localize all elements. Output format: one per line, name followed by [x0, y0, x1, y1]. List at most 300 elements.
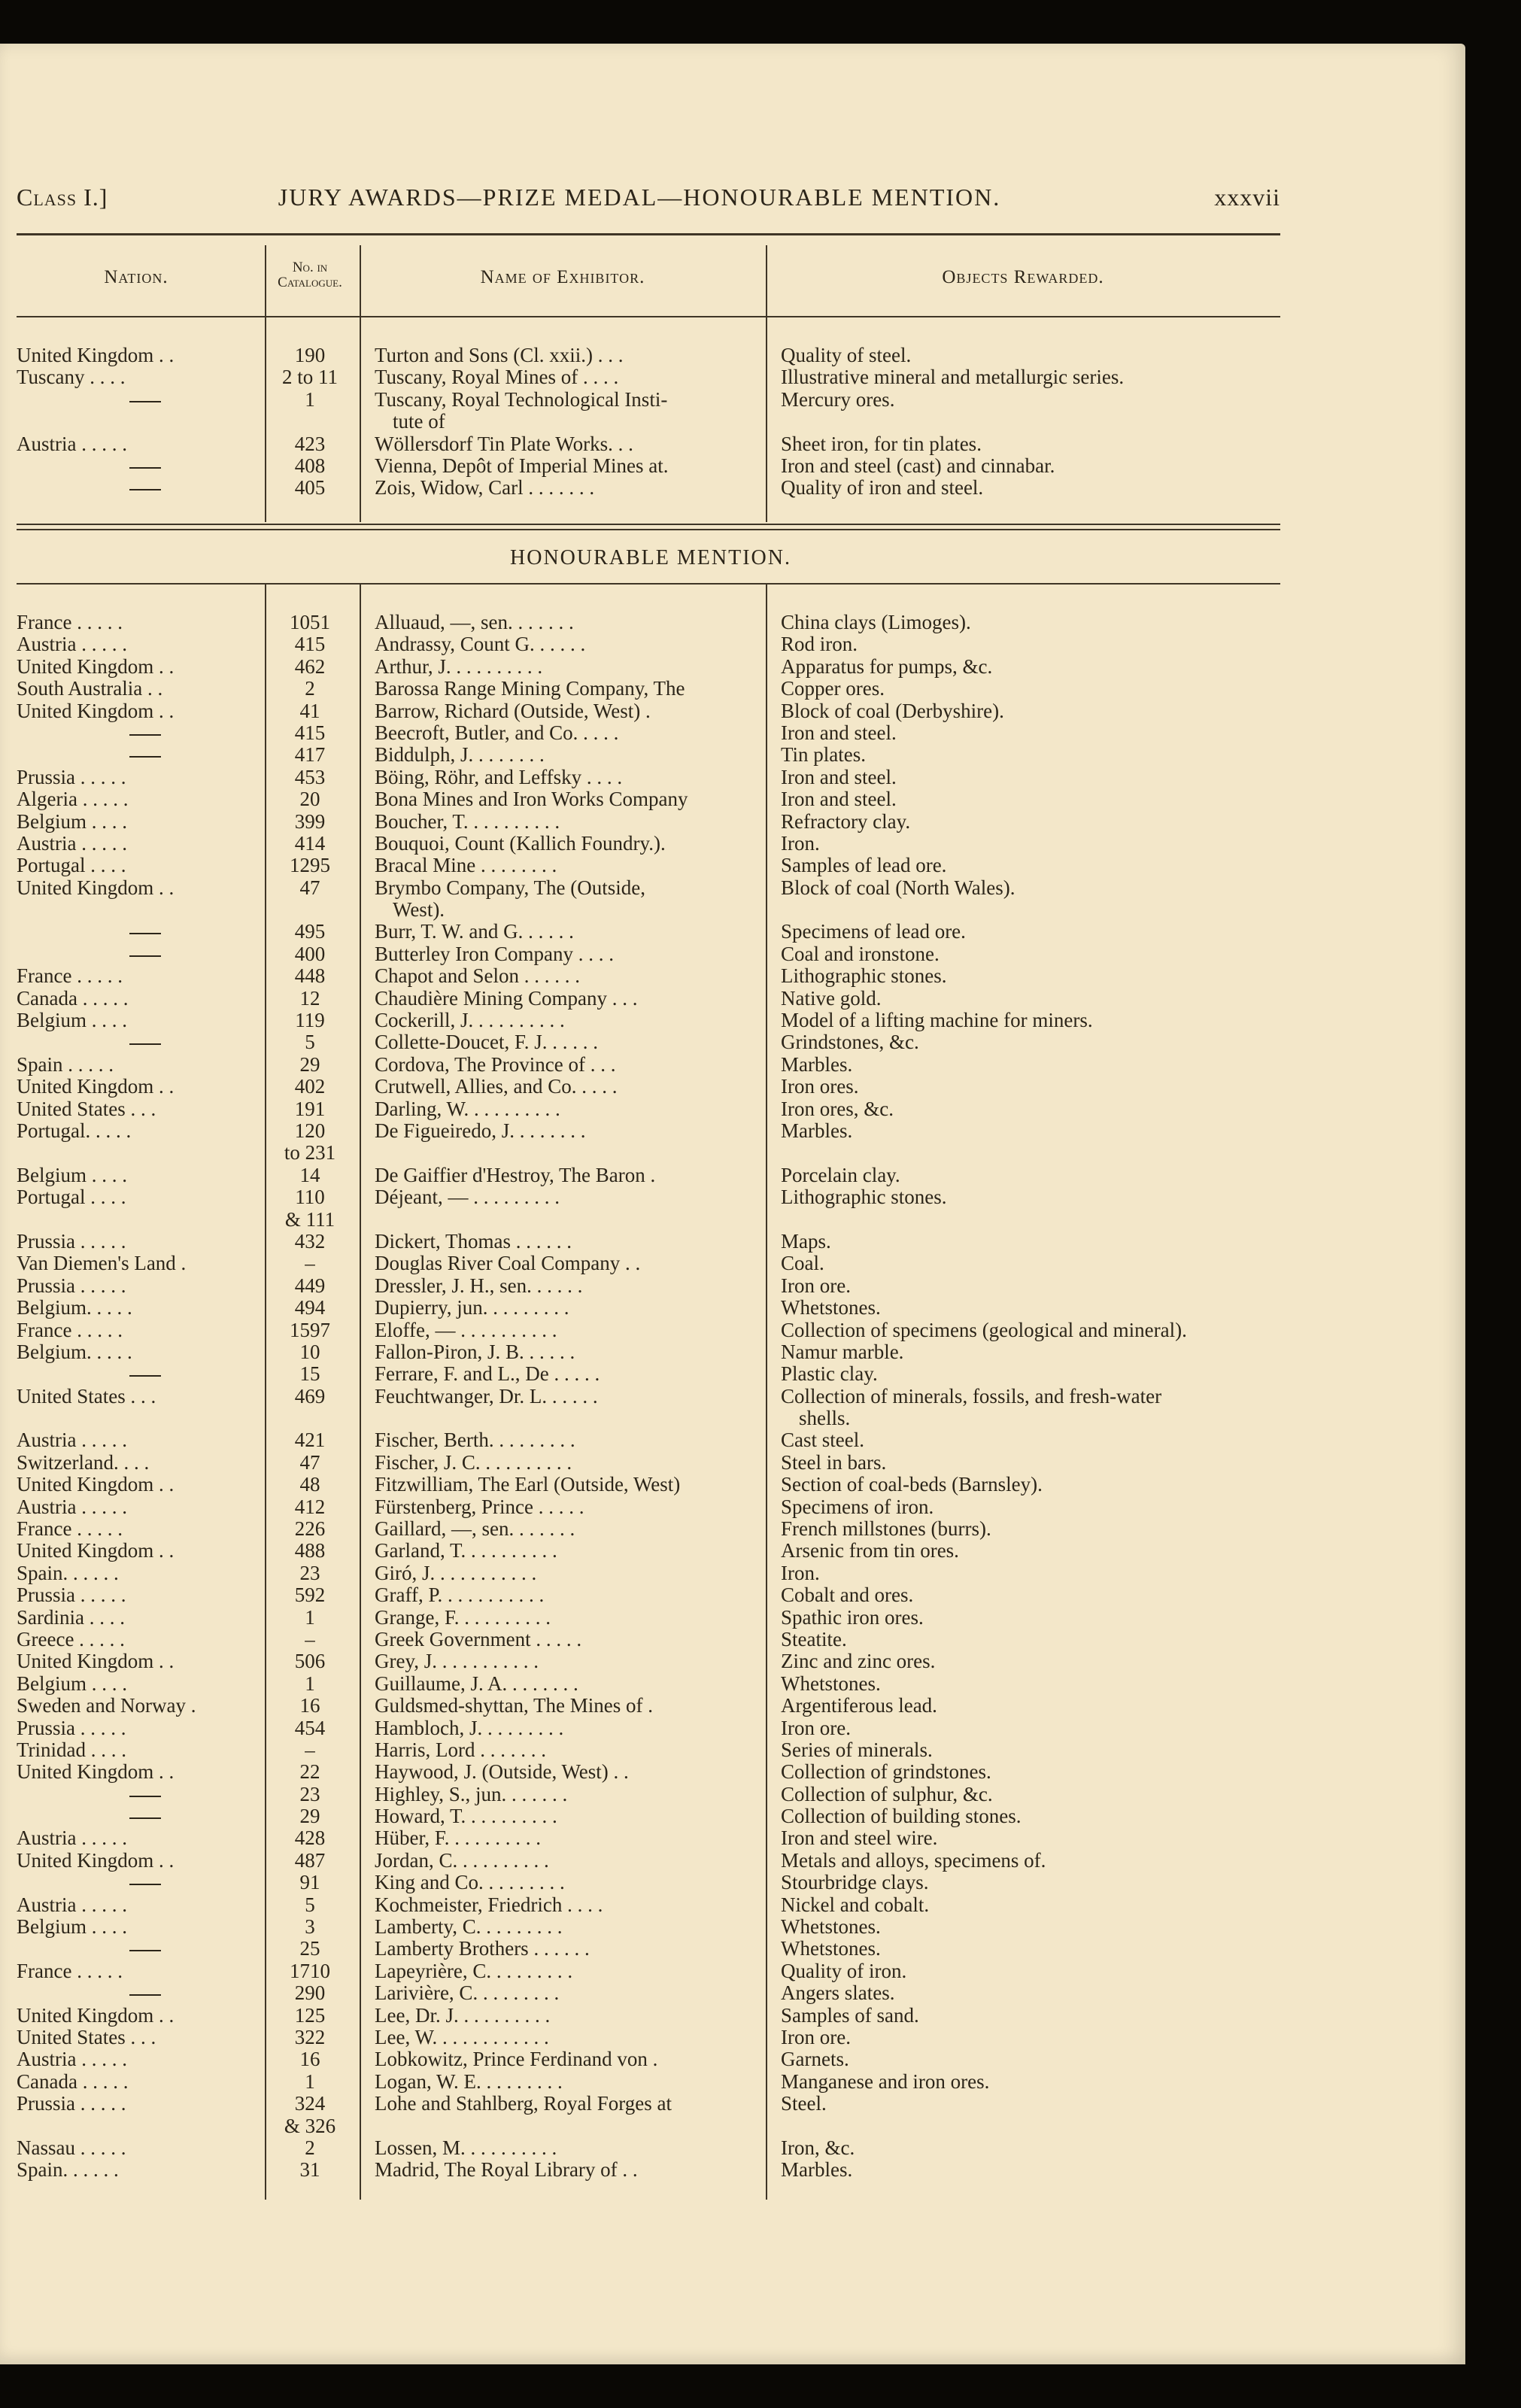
- objects-rewarded-cell: Marbles.: [781, 1119, 853, 1142]
- nation-cell: Belgium. . . . .: [17, 1341, 132, 1363]
- nation-cell: France . . . . .: [17, 1319, 123, 1341]
- nation-cell: Spain . . . . .: [17, 1053, 114, 1076]
- exhibitor-name-cell: Lee, W. . . . . . . . . . . .: [375, 2027, 549, 2048]
- catalogue-number-cell: 191: [294, 1098, 326, 1120]
- catalogue-number-cell: 110: [295, 1186, 325, 1209]
- nation-cell: United Kingdom . .: [17, 1540, 175, 1562]
- nation-cell: Sardinia . . . .: [17, 1606, 125, 1629]
- exhibitor-name-cell: Feuchtwanger, Dr. L. . . . . .: [375, 1385, 598, 1407]
- objects-rewarded-cell: Spathic iron ores.: [781, 1606, 924, 1629]
- nation-cell: Canada . . . . .: [17, 2070, 129, 2093]
- objects-rewarded-cell: Arsenic from tin ores.: [781, 1540, 959, 1562]
- catalogue-number-cell: 91: [299, 1872, 320, 1894]
- objects-rewarded-cell: Iron, &c.: [781, 2136, 855, 2159]
- catalogue-number-cell: 428: [294, 1827, 326, 1850]
- nation-cell: Belgium. . . . .: [17, 1297, 132, 1319]
- nation-cell: Portugal . . . .: [17, 855, 126, 877]
- catalogue-number-cell: –: [305, 1738, 315, 1761]
- exhibitor-name-cell: Jordan, C. . . . . . . . . .: [375, 1849, 549, 1872]
- nation-cell: United States . . .: [17, 1098, 156, 1120]
- catalogue-number-cell: 47: [299, 1451, 320, 1474]
- exhibitor-name-cell: Guldsmed-shyttan, The Mines of .: [375, 1695, 653, 1717]
- column-divider: [360, 584, 361, 2200]
- catalogue-number-cell: & 326: [284, 2115, 336, 2137]
- exhibitor-name-cell: Larivière, C. . . . . . . . .: [375, 1982, 560, 2005]
- nation-cell: [17, 477, 256, 499]
- objects-rewarded-cell: Tin plates.: [781, 744, 867, 767]
- nation-cell: [17, 455, 256, 477]
- ditto-dash: [129, 1817, 161, 1819]
- exhibitor-name-cell: De Gaiffier d'Hestroy, The Baron .: [375, 1164, 656, 1186]
- catalogue-number-cell: 417: [294, 744, 326, 767]
- ditto-dash: [129, 1043, 161, 1045]
- nation-cell: United States . . .: [17, 2027, 156, 2048]
- objects-rewarded-cell: Coal.: [781, 1253, 824, 1275]
- exhibitor-name-cell: Darling, W. . . . . . . . . .: [375, 1098, 560, 1120]
- section-rule: [17, 524, 1280, 525]
- column-header-nation: Nation.: [104, 267, 168, 287]
- page-title: JURY AWARDS—PRIZE MEDAL—HONOURABLE MENTION.: [278, 184, 1001, 211]
- catalogue-number-cell: 400: [294, 943, 326, 965]
- exhibitor-name-cell: Cordova, The Province of . . .: [375, 1053, 616, 1076]
- exhibitor-name-cell: Beecroft, Butler, and Co. . . . .: [375, 721, 619, 744]
- nation-cell: Belgium . . . .: [17, 1672, 127, 1695]
- nation-cell: Van Diemen's Land .: [17, 1253, 187, 1275]
- exhibitor-name-cell: Haywood, J. (Outside, West) . .: [375, 1761, 629, 1784]
- nation-cell: France . . . . .: [17, 612, 123, 633]
- exhibitor-name-cell: Collette-Doucet, F. J. . . . . .: [375, 1031, 599, 1054]
- exhibitor-name-cell: Dressler, J. H., sen. . . . . .: [375, 1274, 583, 1297]
- catalogue-number-cell: 16: [299, 2048, 320, 2071]
- nation-cell: [17, 1805, 256, 1827]
- column-header-exhibitor: Name of Exhibitor.: [480, 267, 645, 287]
- exhibitor-name-cell: Barossa Range Mining Company, The: [375, 678, 685, 700]
- column-header-objects: Objects Rewarded.: [942, 267, 1104, 287]
- objects-rewarded-cell: Sheet iron, for tin plates.: [781, 433, 982, 455]
- exhibitor-name-cell: Lobkowitz, Prince Ferdinand von .: [375, 2048, 658, 2071]
- exhibitor-name-cell: West).: [393, 899, 445, 922]
- nation-cell: [17, 943, 256, 965]
- catalogue-number-cell: 488: [294, 1540, 326, 1562]
- catalogue-number-cell: 408: [294, 454, 326, 477]
- nation-cell: Austria . . . . .: [17, 832, 127, 855]
- objects-rewarded-cell: Zinc and zinc ores.: [781, 1650, 936, 1673]
- catalogue-number-cell: 2 to 11: [282, 366, 338, 389]
- objects-rewarded-cell: Copper ores.: [781, 678, 885, 700]
- objects-rewarded-cell: China clays (Limoges).: [781, 612, 971, 633]
- exhibitor-name-cell: Andrassy, Count G. . . . . .: [375, 633, 586, 656]
- exhibitor-name-cell: Graff, P. . . . . . . . . . .: [375, 1584, 545, 1607]
- nation-cell: United Kingdom . .: [17, 700, 175, 722]
- objects-rewarded-cell: Collection of minerals, fossils, and fresh-water: [781, 1385, 1162, 1407]
- nation-cell: Nassau . . . . .: [17, 2136, 126, 2159]
- exhibitor-name-cell: Lee, Dr. J. . . . . . . . . .: [375, 2004, 551, 2027]
- objects-rewarded-cell: Rod iron.: [781, 633, 858, 656]
- exhibitor-name-cell: Zois, Widow, Carl . . . . . . .: [375, 477, 595, 500]
- nation-cell: Belgium . . . .: [17, 1916, 127, 1939]
- ditto-dash: [129, 1994, 161, 1996]
- catalogue-number-cell: 592: [294, 1584, 326, 1607]
- nation-cell: [17, 1982, 256, 2004]
- nation-cell: [17, 744, 256, 766]
- catalogue-number-cell: 120: [294, 1119, 326, 1142]
- catalogue-number-cell: 12: [299, 987, 320, 1010]
- nation-cell: Trinidad . . . .: [17, 1738, 127, 1761]
- objects-rewarded-cell: Iron and steel wire.: [781, 1827, 938, 1850]
- nation-cell: United Kingdom . .: [17, 1474, 175, 1496]
- objects-rewarded-cell: Illustrative mineral and metallurgic series.: [781, 366, 1125, 389]
- page-number: xxxvii: [1214, 184, 1280, 211]
- objects-rewarded-cell: Iron ore.: [781, 1274, 851, 1297]
- exhibitor-name-cell: Ferrare, F. and L., De . . . . .: [375, 1363, 600, 1386]
- objects-rewarded-cell: Iron and steel.: [781, 721, 897, 744]
- objects-rewarded-cell: Series of minerals.: [781, 1738, 933, 1761]
- objects-rewarded-cell: Cobalt and ores.: [781, 1584, 914, 1607]
- nation-cell: [17, 722, 256, 744]
- exhibitor-name-cell: Fürstenberg, Prince . . . . .: [375, 1496, 584, 1518]
- exhibitor-name-cell: Dupierry, jun. . . . . . . . .: [375, 1297, 569, 1319]
- catalogue-number-cell: 402: [294, 1076, 326, 1098]
- ditto-dash: [129, 734, 161, 736]
- header-rule-bottom: [17, 316, 1280, 317]
- exhibitor-name-cell: Butterley Iron Company . . . .: [375, 943, 614, 965]
- exhibitor-name-cell: Vienna, Depôt of Imperial Mines at.: [375, 454, 669, 477]
- exhibitor-name-cell: Alluaud, —, sen. . . . . . .: [375, 612, 574, 633]
- exhibitor-name-cell: Fallon-Piron, J. B. . . . . .: [375, 1341, 575, 1363]
- catalogue-number-cell: 23: [299, 1562, 320, 1584]
- nation-cell: Prussia . . . . .: [17, 766, 126, 788]
- catalogue-number-cell: 1: [305, 2070, 315, 2093]
- nation-cell: France . . . . .: [17, 965, 123, 988]
- objects-rewarded-cell: Grindstones, &c.: [781, 1031, 919, 1054]
- catalogue-number-cell: 2: [305, 2136, 315, 2159]
- objects-rewarded-cell: Collection of specimens (geological and mineral).: [781, 1319, 1187, 1341]
- catalogue-number-cell: 5: [305, 1031, 315, 1054]
- objects-rewarded-cell: Metals and alloys, specimens of.: [781, 1849, 1046, 1872]
- nation-cell: France . . . . .: [17, 1960, 123, 1982]
- exhibitor-name-cell: Bouquoi, Count (Kallich Foundry.).: [375, 832, 666, 855]
- exhibitor-name-cell: Grey, J. . . . . . . . . . .: [375, 1650, 539, 1673]
- nation-cell: United Kingdom . .: [17, 2004, 175, 2027]
- catalogue-number-cell: 405: [294, 477, 326, 500]
- catalogue-number-cell: 415: [294, 633, 326, 656]
- objects-rewarded-cell: Specimens of lead ore.: [781, 921, 966, 943]
- column-divider: [766, 584, 767, 2200]
- catalogue-number-cell: 125: [294, 2004, 326, 2027]
- exhibitor-name-cell: Chaudière Mining Company . . .: [375, 987, 638, 1010]
- exhibitor-name-cell: Hüber, F. . . . . . . . . .: [375, 1827, 541, 1850]
- exhibitor-name-cell: Arthur, J. . . . . . . . . .: [375, 655, 543, 678]
- objects-rewarded-cell: Garnets.: [781, 2048, 849, 2071]
- objects-rewarded-cell: Manganese and iron ores.: [781, 2070, 990, 2093]
- exhibitor-name-cell: Cockerill, J. . . . . . . . . .: [375, 1010, 565, 1032]
- nation-cell: Austria . . . . .: [17, 1429, 127, 1452]
- nation-cell: France . . . . .: [17, 1518, 123, 1541]
- objects-rewarded-cell: Whetstones.: [781, 1297, 881, 1319]
- objects-rewarded-cell: Maps.: [781, 1230, 831, 1253]
- nation-cell: Algeria . . . . .: [17, 788, 129, 811]
- objects-rewarded-cell: Lithographic stones.: [781, 1186, 947, 1209]
- nation-cell: Belgium . . . .: [17, 1164, 127, 1186]
- nation-cell: [17, 1938, 256, 1960]
- catalogue-number-cell: 399: [294, 810, 326, 833]
- catalogue-number-cell: 506: [294, 1650, 326, 1673]
- exhibitor-name-cell: Lossen, M. . . . . . . . . .: [375, 2136, 557, 2159]
- catalogue-number-cell: 25: [299, 1938, 320, 1960]
- ditto-dash: [129, 1950, 161, 1951]
- nation-cell: Portugal. . . . .: [17, 1119, 132, 1142]
- catalogue-number-cell: 453: [294, 766, 326, 788]
- exhibitor-name-cell: Kochmeister, Friedrich . . . .: [375, 1893, 603, 1916]
- nation-cell: United Kingdom . .: [17, 1650, 175, 1673]
- exhibitor-name-cell: Chapot and Selon . . . . . .: [375, 965, 580, 988]
- exhibitor-name-cell: tute of: [393, 411, 445, 433]
- catalogue-number-cell: 414: [294, 832, 326, 855]
- nation-cell: United Kingdom . .: [17, 1849, 175, 1872]
- ditto-dash: [129, 1796, 161, 1797]
- objects-rewarded-cell: Quality of iron.: [781, 1960, 907, 1982]
- objects-rewarded-cell: Whetstones.: [781, 1916, 881, 1939]
- objects-rewarded-cell: Iron ores, &c.: [781, 1098, 894, 1120]
- nation-cell: South Australia . .: [17, 678, 163, 700]
- objects-rewarded-cell: Block of coal (North Wales).: [781, 876, 1016, 899]
- objects-rewarded-cell: Samples of lead ore.: [781, 855, 947, 877]
- catalogue-number-cell: 3: [305, 1916, 315, 1939]
- nation-cell: Austria . . . . .: [17, 1827, 127, 1850]
- catalogue-number-cell: 412: [294, 1496, 326, 1518]
- catalogue-number-cell: 47: [299, 876, 320, 899]
- exhibitor-name-cell: Bracal Mine . . . . . . . .: [375, 855, 557, 877]
- catalogue-number-cell: 322: [294, 2027, 326, 2048]
- objects-rewarded-cell: Marbles.: [781, 2159, 853, 2182]
- exhibitor-name-cell: Logan, W. E. . . . . . . . .: [375, 2070, 563, 2093]
- objects-rewarded-cell: Argentiferous lead.: [781, 1695, 937, 1717]
- ditto-dash: [129, 955, 161, 957]
- section-rule: [17, 583, 1280, 585]
- exhibitor-name-cell: Eloffe, — . . . . . . . . . .: [375, 1319, 557, 1341]
- exhibitor-name-cell: Fischer, Berth. . . . . . . . .: [375, 1429, 575, 1452]
- catalogue-number-cell: 190: [294, 345, 326, 366]
- objects-rewarded-cell: Native gold.: [781, 987, 882, 1010]
- exhibitor-name-cell: King and Co. . . . . . . . .: [375, 1872, 565, 1894]
- nation-cell: Austria . . . . .: [17, 2048, 127, 2071]
- objects-rewarded-cell: Quality of steel.: [781, 345, 912, 366]
- catalogue-number-cell: 324: [294, 2093, 326, 2115]
- objects-rewarded-cell: Iron ore.: [781, 1717, 851, 1739]
- nation-cell: United Kingdom . .: [17, 655, 175, 678]
- column-header-catalogue-no: No. in Catalogue.: [278, 260, 342, 290]
- nation-cell: Belgium . . . .: [17, 810, 127, 833]
- objects-rewarded-cell: Angers slates.: [781, 1982, 895, 2005]
- nation-cell: Austria . . . . .: [17, 633, 127, 656]
- objects-rewarded-cell: Lithographic stones.: [781, 965, 947, 988]
- objects-rewarded-cell: Porcelain clay.: [781, 1164, 900, 1186]
- header-rule-top: [17, 233, 1280, 235]
- nation-cell: United Kingdom . .: [17, 345, 175, 366]
- exhibitor-name-cell: Highley, S., jun. . . . . . .: [375, 1783, 568, 1805]
- objects-rewarded-cell: Whetstones.: [781, 1938, 881, 1960]
- exhibitor-name-cell: Harris, Lord . . . . . . .: [375, 1738, 546, 1761]
- objects-rewarded-cell: Section of coal-beds (Barnsley).: [781, 1474, 1043, 1496]
- objects-rewarded-cell: Cast steel.: [781, 1429, 864, 1452]
- exhibitor-name-cell: Greek Government . . . . .: [375, 1628, 582, 1650]
- objects-rewarded-cell: Iron ore.: [781, 2027, 851, 2048]
- catalogue-number-cell: 2: [305, 678, 315, 700]
- objects-rewarded-cell: Steatite.: [781, 1628, 847, 1650]
- catalogue-number-cell: 1710: [290, 1960, 330, 1982]
- objects-rewarded-cell: Specimens of iron.: [781, 1496, 934, 1518]
- class-label: Class I.]: [17, 184, 108, 211]
- nation-cell: [17, 1031, 256, 1053]
- catalogue-number-cell: 41: [299, 700, 320, 722]
- catalogue-number-cell: & 111: [284, 1208, 335, 1231]
- catalogue-number-cell: 454: [294, 1717, 326, 1739]
- nation-cell: Greece . . . . .: [17, 1628, 125, 1650]
- objects-rewarded-cell: Stourbridge clays.: [781, 1872, 929, 1894]
- nation-cell: Spain. . . . . .: [17, 2159, 119, 2182]
- nation-cell: Austria . . . . .: [17, 1893, 127, 1916]
- exhibitor-name-cell: Douglas River Coal Company . .: [375, 1253, 641, 1275]
- nation-cell: Sweden and Norway .: [17, 1695, 196, 1717]
- catalogue-number-cell: 495: [294, 921, 326, 943]
- nation-cell: Austria . . . . .: [17, 1496, 127, 1518]
- objects-rewarded-cell: Iron ores.: [781, 1076, 859, 1098]
- nation-cell: Spain. . . . . .: [17, 1562, 119, 1584]
- catalogue-number-cell: 415: [294, 721, 326, 744]
- catalogue-number-cell: 448: [294, 965, 326, 988]
- exhibitor-name-cell: Böing, Röhr, and Leffsky . . . .: [375, 766, 623, 788]
- catalogue-number-cell: 48: [299, 1474, 320, 1496]
- objects-rewarded-cell: Apparatus for pumps, &c.: [781, 655, 993, 678]
- ditto-dash: [129, 1375, 161, 1377]
- exhibitor-name-cell: De Figueiredo, J. . . . . . . .: [375, 1119, 586, 1142]
- nation-cell: Austria . . . . .: [17, 433, 127, 455]
- catalogue-number-cell: 1295: [290, 855, 330, 877]
- nation-cell: [17, 389, 256, 411]
- exhibitor-name-cell: Lamberty Brothers . . . . . .: [375, 1938, 590, 1960]
- exhibitor-name-cell: Guillaume, J. A. . . . . . . .: [375, 1672, 578, 1695]
- exhibitor-name-cell: Burr, T. W. and G. . . . . .: [375, 921, 574, 943]
- objects-rewarded-cell: Samples of sand.: [781, 2004, 919, 2027]
- catalogue-number-cell: 1: [305, 1606, 315, 1629]
- exhibitor-name-cell: Crutwell, Allies, and Co. . . . .: [375, 1076, 618, 1098]
- nation-cell: [17, 921, 256, 943]
- catalogue-number-cell: 1: [305, 388, 315, 411]
- exhibitor-name-cell: Brymbo Company, The (Outside,: [375, 876, 645, 899]
- objects-rewarded-cell: Iron and steel (cast) and cinnabar.: [781, 454, 1055, 477]
- catalogue-number-cell: 1: [305, 1672, 315, 1695]
- objects-rewarded-cell: Collection of grindstones.: [781, 1761, 991, 1784]
- column-divider: [766, 245, 767, 522]
- nation-cell: Canada . . . . .: [17, 987, 129, 1010]
- exhibitor-name-cell: Biddulph, J. . . . . . . .: [375, 744, 545, 767]
- nation-cell: Belgium . . . .: [17, 1010, 127, 1032]
- objects-rewarded-cell: Steel in bars.: [781, 1451, 887, 1474]
- objects-rewarded-cell: Model of a lifting machine for miners.: [781, 1010, 1093, 1032]
- catalogue-number-cell: 10: [299, 1341, 320, 1363]
- catalogue-number-cell: 119: [295, 1010, 325, 1032]
- ditto-dash: [129, 467, 161, 469]
- exhibitor-name-cell: Déjeant, — . . . . . . . . .: [375, 1186, 560, 1209]
- ditto-dash: [129, 1884, 161, 1885]
- objects-rewarded-cell: Quality of iron and steel.: [781, 477, 984, 500]
- catalogue-number-cell: 469: [294, 1385, 326, 1407]
- nation-cell: Switzerland. . . .: [17, 1451, 150, 1474]
- exhibitor-name-cell: Hambloch, J. . . . . . . . .: [375, 1717, 564, 1739]
- exhibitor-name-cell: Madrid, The Royal Library of . .: [375, 2159, 638, 2182]
- nation-cell: Prussia . . . . .: [17, 1230, 126, 1253]
- objects-rewarded-cell: Plastic clay.: [781, 1363, 878, 1386]
- catalogue-number-cell: 432: [294, 1230, 326, 1253]
- catalogue-number-cell: 5: [305, 1893, 315, 1916]
- exhibitor-name-cell: Fischer, J. C. . . . . . . . . .: [375, 1451, 572, 1474]
- catalogue-number-cell: –: [305, 1628, 315, 1650]
- nation-cell: United Kingdom . .: [17, 1076, 175, 1098]
- exhibitor-name-cell: Wöllersdorf Tin Plate Works. . .: [375, 433, 633, 455]
- catalogue-number-cell: to 231: [284, 1142, 336, 1165]
- nation-cell: Tuscany . . . .: [17, 366, 126, 389]
- objects-rewarded-cell: Iron.: [781, 832, 820, 855]
- exhibitor-name-cell: Dickert, Thomas . . . . . .: [375, 1230, 572, 1253]
- exhibitor-name-cell: Lapeyrière, C. . . . . . . . .: [375, 1960, 573, 1982]
- catalogue-number-cell: 421: [294, 1429, 326, 1452]
- exhibitor-name-cell: Gaillard, —, sen. . . . . . .: [375, 1518, 575, 1541]
- catalogue-number-cell: 494: [294, 1297, 326, 1319]
- nation-cell: United Kingdom . .: [17, 1761, 175, 1784]
- nation-cell: [17, 1363, 256, 1385]
- catalogue-number-cell: 1597: [290, 1319, 330, 1341]
- catalogue-number-cell: 14: [299, 1164, 320, 1186]
- objects-rewarded-cell: Namur marble.: [781, 1341, 904, 1363]
- nation-cell: Prussia . . . . .: [17, 1584, 126, 1607]
- catalogue-number-cell: 23: [299, 1783, 320, 1805]
- objects-rewarded-cell: French millstones (burrs).: [781, 1518, 991, 1541]
- objects-rewarded-cell: Refractory clay.: [781, 810, 911, 833]
- catalogue-number-cell: 29: [299, 1053, 320, 1076]
- exhibitor-name-cell: Boucher, T. . . . . . . . . .: [375, 810, 560, 833]
- nation-cell: United Kingdom . .: [17, 876, 175, 899]
- catalogue-number-cell: 1051: [290, 612, 330, 633]
- objects-rewarded-cell: Iron.: [781, 1562, 820, 1584]
- exhibitor-name-cell: Tuscany, Royal Technological Insti-: [375, 388, 668, 411]
- catalogue-number-cell: 226: [294, 1518, 326, 1541]
- exhibitor-name-cell: Grange, F. . . . . . . . . .: [375, 1606, 551, 1629]
- catalogue-number-cell: 462: [294, 655, 326, 678]
- objects-rewarded-cell: Collection of building stones.: [781, 1805, 1022, 1828]
- catalogue-number-cell: 20: [299, 788, 320, 811]
- exhibitor-name-cell: Bona Mines and Iron Works Company: [375, 788, 688, 811]
- objects-rewarded-cell: shells.: [799, 1407, 851, 1430]
- catalogue-number-cell: 31: [299, 2159, 320, 2182]
- objects-rewarded-cell: Whetstones.: [781, 1672, 881, 1695]
- catalogue-number-cell: 16: [299, 1695, 320, 1717]
- catalogue-number-cell: 22: [299, 1761, 320, 1784]
- nation-cell: [17, 1872, 256, 1893]
- ditto-dash: [129, 489, 161, 490]
- exhibitor-name-cell: Fitzwilliam, The Earl (Outside, West): [375, 1474, 681, 1496]
- exhibitor-name-cell: Lamberty, C. . . . . . . . .: [375, 1916, 563, 1939]
- objects-rewarded-cell: Collection of sulphur, &c.: [781, 1783, 993, 1805]
- objects-rewarded-cell: Steel.: [781, 2093, 827, 2115]
- ditto-dash: [129, 401, 161, 402]
- exhibitor-name-cell: Howard, T. . . . . . . . . .: [375, 1805, 557, 1828]
- exhibitor-name-cell: Turton and Sons (Cl. xxii.) . . .: [375, 345, 624, 366]
- catalogue-number-cell: 29: [299, 1805, 320, 1828]
- catalogue-number-cell: –: [305, 1253, 315, 1275]
- objects-rewarded-cell: Iron and steel.: [781, 766, 897, 788]
- exhibitor-name-cell: Giró, J. . . . . . . . . . .: [375, 1562, 537, 1584]
- ditto-dash: [129, 933, 161, 934]
